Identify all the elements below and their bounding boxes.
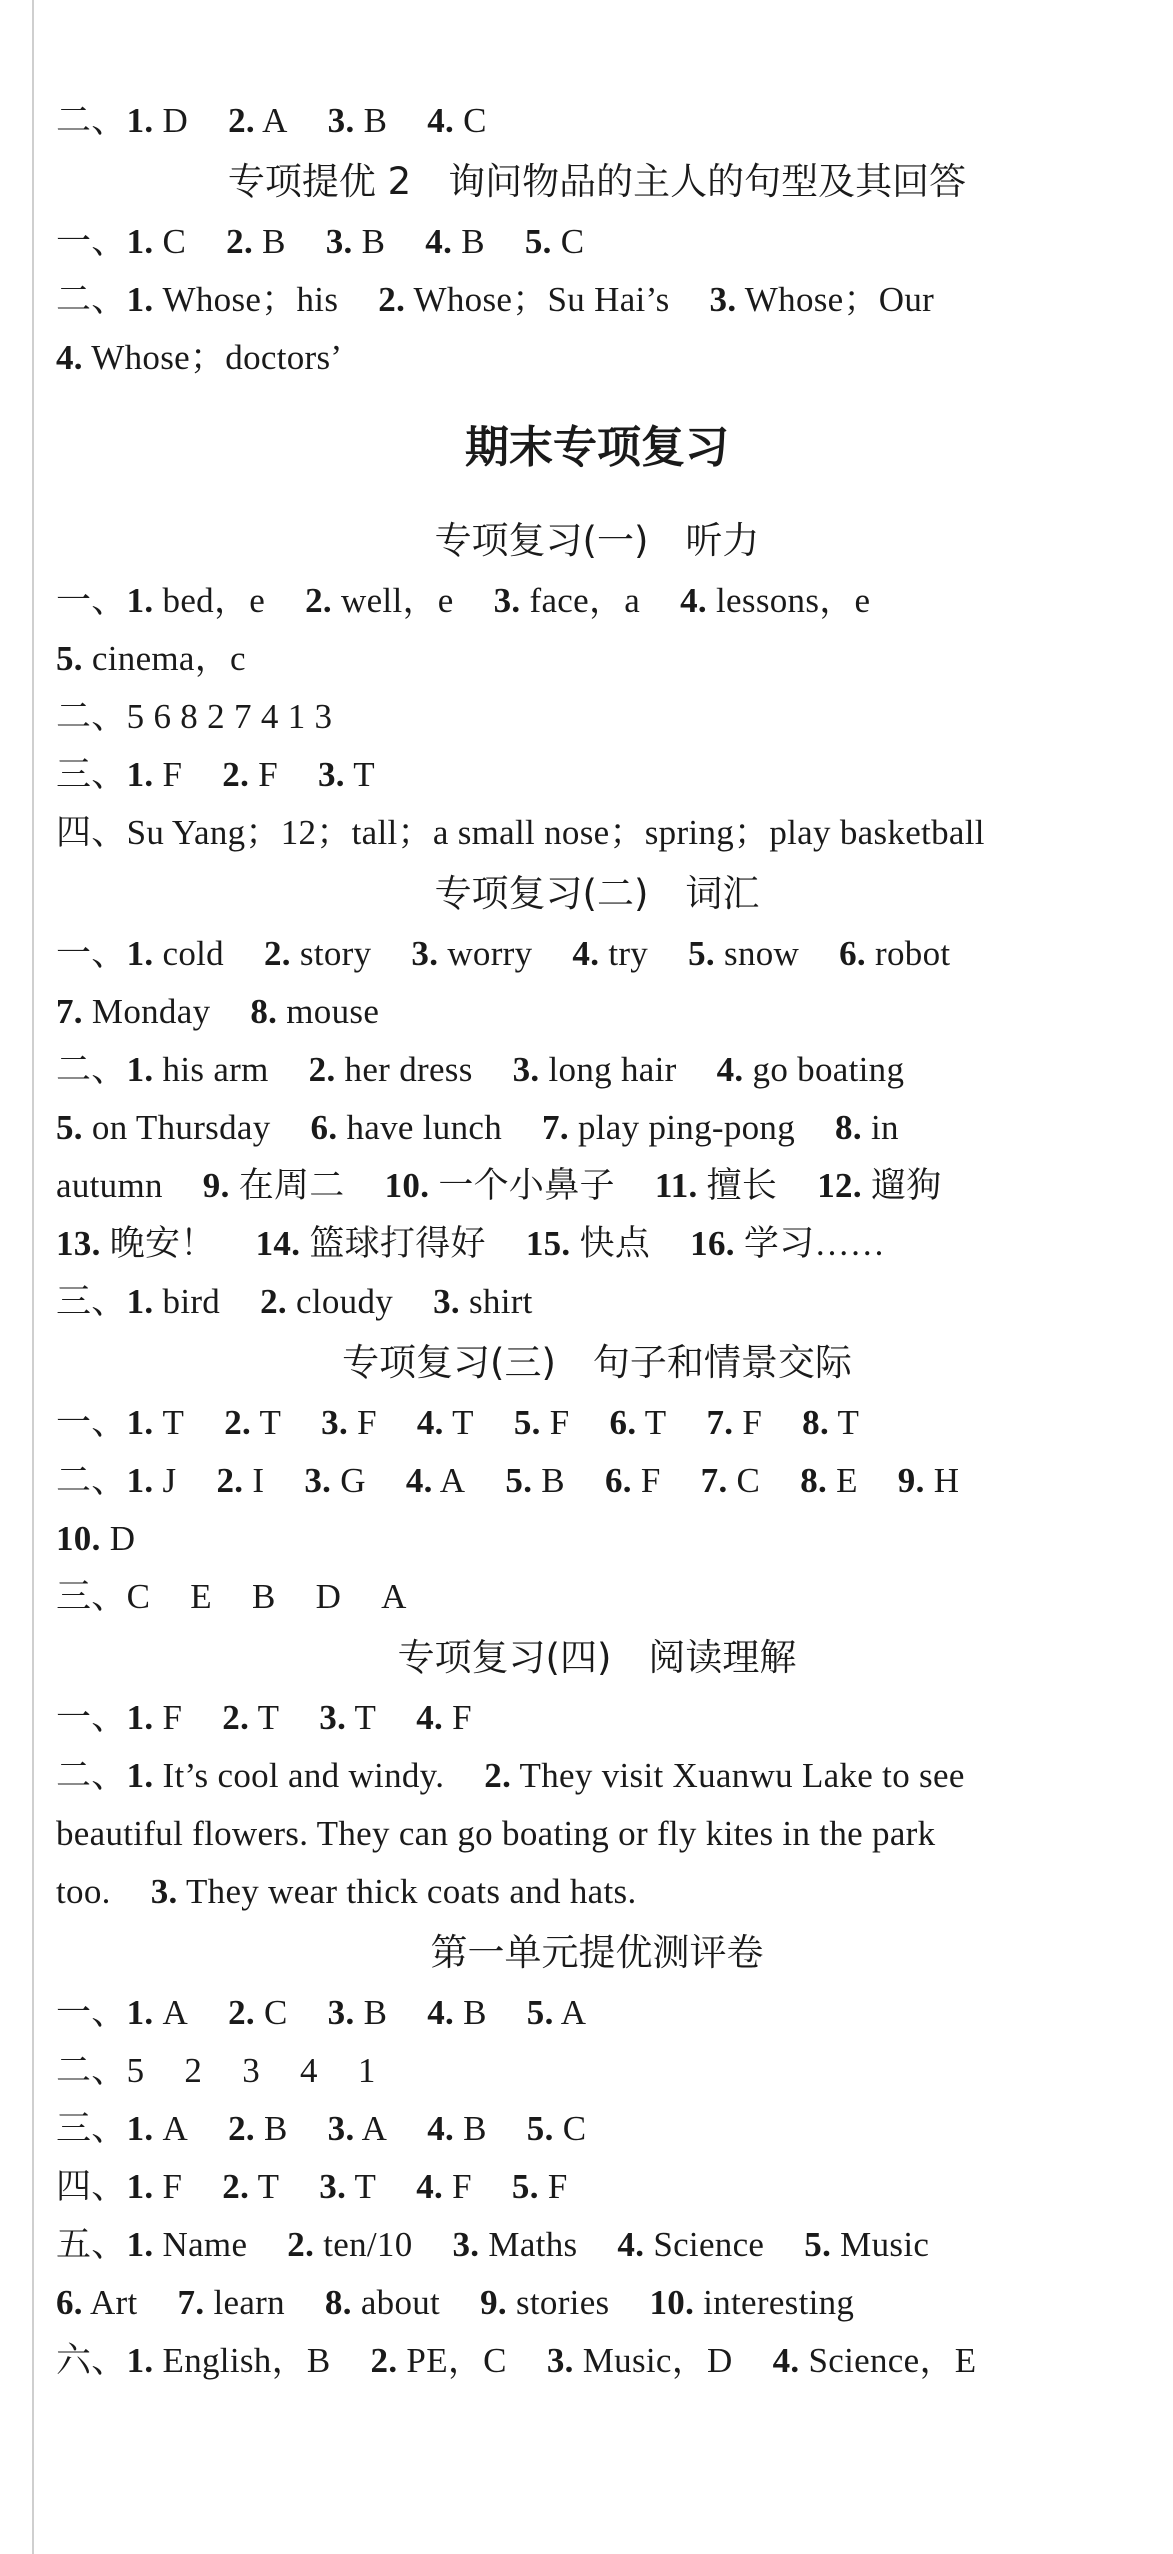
answer-line: 五、1. Name 2. ten/10 3. Maths 4. Science 5. Music	[56, 2225, 930, 2264]
answer-line: 二、1. his arm 2. her dress 3. long hair 4. go boating	[56, 1050, 905, 1089]
answer-line: 一、1. F 2. T 3. T 4. F	[56, 1698, 472, 1737]
answer-line: 13. 晚安！ 14. 篮球打得好 15. 快点 16. 学习……	[56, 1224, 886, 1263]
answer-line: 一、1. C 2. B 3. B 4. B 5. C	[56, 222, 585, 261]
answer-line: 一、1. bed，e 2. well，e 3. face，a 4. lessons，e	[56, 581, 871, 620]
sub-section-heading: 专项复习(一) 听力	[434, 519, 760, 562]
answer-line: 一、1. T 2. T 3. F 4. T 5. F 6. T 7. F 8. T	[56, 1403, 860, 1442]
answer-line: too. 3. They wear thick coats and hats.	[56, 1872, 637, 1911]
answer-line: 10. D	[56, 1519, 136, 1558]
answer-line: 三、C E B D A	[56, 1577, 407, 1616]
answer-line: 三、1. F 2. F 3. T	[56, 755, 375, 794]
answer-line: beautiful flowers. They can go boating or fly kites in the park	[56, 1814, 936, 1853]
sub-section-heading: 专项复习(二) 词汇	[434, 872, 760, 915]
answer-line: 7. Monday 8. mouse	[56, 992, 380, 1031]
sub-section-heading: 专项复习(三) 句子和情景交际	[342, 1341, 852, 1384]
answer-line: 5. on Thursday 6. have lunch 7. play ping-pong 8. in	[56, 1108, 899, 1147]
answer-line: 二、1. Whose；his 2. Whose；Su Hai’s 3. Whose；Our	[56, 280, 935, 319]
answer-line: 二、5 2 3 4 1	[56, 2051, 376, 2090]
answer-key-page	[56, 92, 1138, 2390]
answer-line: 六、1. English，B 2. PE，C 3. Music，D 4. Science，E	[56, 2341, 977, 2380]
answer-line: 6. Art 7. learn 8. about 9. stories 10. interesting	[56, 2283, 855, 2322]
answer-line: 四、Su Yang；12；tall；a small nose；spring；play basketball	[56, 813, 985, 852]
answer-line: 一、1. A 2. C 3. B 4. B 5. A	[56, 1993, 587, 2032]
answer-line: 二、5 6 8 2 7 4 1 3	[56, 697, 333, 736]
sub-section-heading: 专项提优 2 询问物品的主人的句型及其回答	[227, 160, 967, 203]
answer-line: 三、1. bird 2. cloudy 3. shirt	[56, 1282, 533, 1321]
answer-line: 二、1. D 2. A 3. B 4. C	[56, 101, 487, 140]
answer-line: 三、1. A 2. B 3. A 4. B 5. C	[56, 2109, 587, 2148]
main-section-heading: 期末专项复习	[465, 422, 729, 473]
answer-line: 四、1. F 2. T 3. T 4. F 5. F	[56, 2167, 568, 2206]
sub-section-heading: 专项复习(四) 阅读理解	[397, 1636, 797, 1679]
answer-line: 二、1. It’s cool and windy. 2. They visit Xuanwu Lake to see	[56, 1756, 965, 1795]
sub-section-heading: 第一单元提优测评卷	[430, 1931, 764, 1974]
answer-line: 4. Whose；doctors’	[56, 338, 343, 377]
answer-line: 一、1. cold 2. story 3. worry 4. try 5. snow 6. robot	[56, 934, 951, 973]
page-margin-rule	[32, 0, 34, 2554]
answer-line: 5. cinema，c	[56, 639, 246, 678]
answer-line: 二、1. J 2. I 3. G 4. A 5. B 6. F 7. C 8. E 9. H	[56, 1461, 960, 1500]
answer-line: autumn 9. 在周二 10. 一个小鼻子 11. 擅长 12. 遛狗	[56, 1166, 942, 1205]
